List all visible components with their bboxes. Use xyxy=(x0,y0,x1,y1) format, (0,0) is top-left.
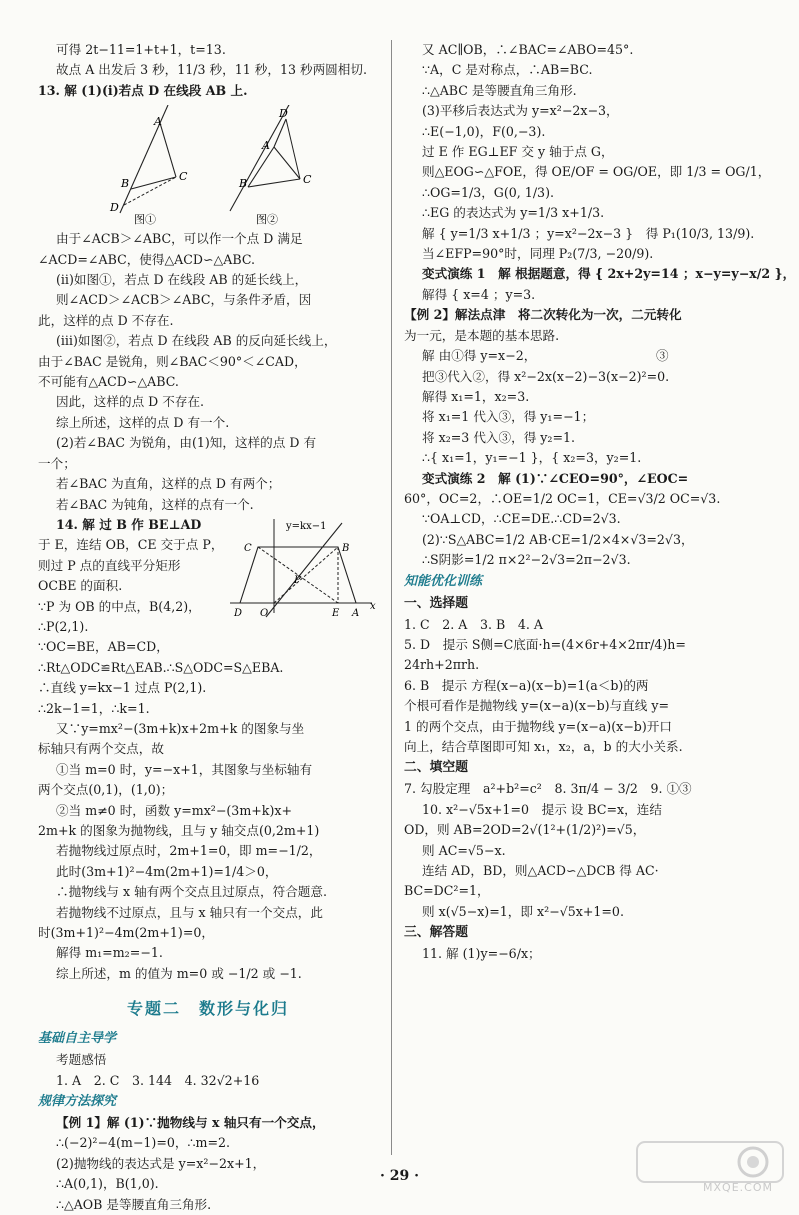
text-line: 连结 AD，BD，则△ACD∽△DCB 得 AC· xyxy=(422,863,659,879)
text-line: BC=DC²=1， xyxy=(404,883,490,899)
left-column xyxy=(38,40,378,1215)
text-line: 1. C 2. A 3. B 4. A xyxy=(404,616,543,632)
text-line: 1 的两个交点，由于抛物线 y=(x−a)(x−b)开口 xyxy=(404,718,672,734)
fig2-label-B: B xyxy=(239,177,248,191)
section-heading: 知能优化训练 xyxy=(404,573,483,589)
text-line: 14. 解 过 B 作 BE⊥AD xyxy=(56,516,202,532)
text-line: 两个交点(0,1)，(1,0)； xyxy=(38,782,174,798)
text-line: ∴EG 的表达式为 y=1/3 x+1/3. xyxy=(422,205,605,221)
watermark-url: MXQE.COM xyxy=(703,1181,773,1194)
text-line: ∴OG=1/3，G(0, 1/3). xyxy=(422,184,554,200)
left-text-block xyxy=(38,40,378,984)
page-number: · 29 · xyxy=(380,1168,419,1184)
text-line: 【例 1】解 (1)∵抛物线与 x 轴只有一个交点， xyxy=(56,1115,325,1131)
column-divider xyxy=(391,40,392,1155)
text-line: OD，则 AB=2OD=2√(1²+(1/2)²)=√5， xyxy=(404,822,646,838)
text-line: 当∠EFP=90°时，同理 P₂(7/3, −20/9). xyxy=(422,246,654,262)
label-P: P xyxy=(294,574,301,586)
fig2-label-A: A xyxy=(262,139,270,153)
fig1-label-A: A xyxy=(154,115,162,129)
text-line: ∴A(0,1)，B(1,0). xyxy=(56,1176,159,1192)
text-line: 为一元，是本题的基本思路. xyxy=(404,327,560,343)
text-line: (2)若∠BAC 为锐角，由(1)知，这样的点 D 有 xyxy=(56,435,317,451)
label-E: E xyxy=(332,607,340,619)
label-B: B xyxy=(342,542,350,554)
right-text-block xyxy=(404,40,796,571)
text-line: 变式演练 1 解 根据题意，得 { 2x+2y=14 ；x−y=y−x/2 }， xyxy=(422,266,796,282)
text-line: 则 x(√5−x)=1，即 x²−√5x+1=0. xyxy=(422,903,624,919)
right-column xyxy=(404,40,796,965)
text-line: 24rh+2πrh. xyxy=(404,657,480,673)
text-line: ∴{ x₁=1，y₁=−1 }，{ x₂=3，y₂=1. xyxy=(422,450,642,466)
text-line: (2)抛物线的表达式是 y=x²−2x+1， xyxy=(56,1155,266,1171)
text-line: 2m+k 的图象为抛物线，且与 y 轴交点(0,2m+1) xyxy=(38,823,320,838)
text-line: 把③代入②，得 x²−2x(x−2)−3(x−2)²=0. xyxy=(422,368,670,384)
subsection-heading: 三、解答题 xyxy=(404,925,468,941)
text-line: ②当 m≠0 时，函数 y=mx²−(3m+k)x+ xyxy=(56,802,293,818)
line-label: y=kx−1 xyxy=(286,520,327,532)
text-line: 若∠BAC 为直角，这样的点 D 有两个； xyxy=(56,476,281,492)
label-x: x xyxy=(370,600,376,612)
text-line: 标轴只有两个交点，故 xyxy=(38,741,164,757)
text-line: 综上所述，m 的值为 m=0 或 −1/2 或 −1. xyxy=(56,965,302,981)
text-line: 故点 A 出发后 3 秒，11/3 秒，11 秒，13 秒两圆相切. xyxy=(56,62,367,78)
text-line: 个根可看作是抛物线 y=(x−a)(x−b)与直线 y= xyxy=(404,698,669,714)
text-line: 于 E，连结 OB，CE 交于点 P， xyxy=(38,537,224,553)
text-line: 又 AC∥OB，∴∠BAC=∠ABO=45°. xyxy=(422,42,634,57)
right-text-block-2 xyxy=(404,571,766,965)
text-line: 解得 m₁=m₂=−1. xyxy=(56,945,163,961)
text-line: 由于∠BAC 是锐角，则∠BAC＜90°＜∠CAD， xyxy=(38,353,307,369)
text-line: 则△EOG∽△FOE，得 OE/OF = OG/OE，即 1/3 = OG/1， xyxy=(422,164,771,180)
fig1-label-D: D xyxy=(110,201,119,215)
text-line: 1. A 2. C 3. 144 4. 32√2+16 xyxy=(56,1072,260,1088)
label-A: A xyxy=(352,607,360,619)
text-line: ∴P(2,1). xyxy=(38,618,89,634)
label-O: O xyxy=(260,607,269,619)
text-line: ∴S阴影=1/2 π×2²−2√3=2π−2√3. xyxy=(422,552,631,568)
text-line: 不可能有△ACD∽△ABC. xyxy=(38,374,179,390)
figure-rectangle xyxy=(230,517,380,623)
text-line: 则过 P 点的直线平分矩形 xyxy=(38,557,181,573)
text-line: 13. 解 (1)(ⅰ)若点 D 在线段 AB 上. xyxy=(38,82,248,98)
label-C: C xyxy=(244,542,252,554)
text-line: 此，这样的点 D 不存在. xyxy=(38,312,174,328)
text-line: 6. B 提示 方程(x−a)(x−b)=1(a＜b)的两 xyxy=(404,677,649,693)
text-line: 向上，结合草图即可知 x₁，x₂，a，b 的大小关系. xyxy=(404,739,683,754)
text-line: 【例 2】解法点津 将二次转化为一次，二元转化 xyxy=(404,307,682,323)
text-line: ∴Rt△ODC≌Rt△EAB.∴S△ODC=S△EBA. xyxy=(38,659,284,675)
text-line: 解 由①得 y=x−2， ③ xyxy=(422,348,669,364)
text-line: ∵P 为 OB 的中点，B(4,2)， xyxy=(38,598,201,614)
text-line: 此时(3m+1)²−4m(2m+1)=1/4＞0， xyxy=(56,863,278,879)
text-line: ∴抛物线与 x 轴有两个交点且过原点，符合题意. xyxy=(56,884,327,900)
text-line: ∴△AOB 是等腰直角三角形. xyxy=(56,1196,212,1212)
text-line: 若∠BAC 为钝角，这样的点有一个. xyxy=(56,496,254,512)
text-line: (2)∵S△ABC=1/2 AB·CE=1/2×4×√3=2√3， xyxy=(422,531,694,547)
text-line: ∵OA⊥CD，∴CE=DE.∴CD=2√3. xyxy=(422,511,621,527)
text-line: 将 x₁=1 代入③，得 y₁=−1； xyxy=(422,409,595,425)
text-line: 综上所述，这样的点 D 有一个. xyxy=(56,414,230,430)
text-line: 由于∠ACB＞∠ABC，可以作一个点 D 满足 xyxy=(56,231,303,247)
text-line: 变式演练 2 解 (1)∵∠CEO=90°，∠EOC= xyxy=(422,470,689,486)
text-line: 5. D 提示 S侧=C底面·h=(4×6r+4×2πr/4)h= xyxy=(404,636,686,652)
section-heading: 基础自主导学 xyxy=(38,1031,117,1047)
figure-triangles xyxy=(38,105,378,225)
text-line: 则 AC=√5−x. xyxy=(422,842,506,858)
text-line: ∴直线 y=kx−1 过点 P(2,1). xyxy=(38,680,207,696)
text-line: 时(3m+1)²−4m(2m+1)=0， xyxy=(38,925,214,941)
text-line: OCBE 的面积. xyxy=(38,578,123,594)
text-line: 7. 勾股定理 a²+b²=c² 8. 3π/4 − 3/2 9. ①③ xyxy=(404,781,692,797)
text-line: 因此，这样的点 D 不存在. xyxy=(56,394,205,410)
text-line: 考题感悟 xyxy=(56,1052,107,1068)
text-line: 60°，OC=2，∴OE=1/2 OC=1，CE=√3/2 OC=√3. xyxy=(404,490,721,506)
text-line: (ⅱ)如图①，若点 D 在线段 AB 的延长线上， xyxy=(56,272,308,288)
text-line: 一个； xyxy=(38,455,76,471)
fig2-label-D: D xyxy=(279,107,288,121)
text-line: 10. x²−√5x+1=0 提示 设 BC=x，连结 xyxy=(422,801,662,817)
text-line: 解得 x₁=1，x₂=3. xyxy=(422,388,530,404)
text-line: ①当 m=0 时，y=−x+1，其图象与坐标轴有 xyxy=(56,761,313,777)
topic-title: 专题二 数形与化归 xyxy=(126,999,289,1019)
text-line: (ⅲ)如图②，若点 D 在线段 AB 的反向延长线上， xyxy=(56,333,337,349)
fig1-label-C: C xyxy=(179,170,188,184)
left-text-block-2 xyxy=(38,1028,378,1215)
fig1-label-B: B xyxy=(121,177,130,191)
text-line: ∴(−2)²−4(m−1)=0，∴m=2. xyxy=(56,1135,231,1151)
text-line: ∵A，C 是对称点，∴AB=BC. xyxy=(422,62,593,78)
text-line: 若抛物线不过原点，且与 x 轴只有一个交点，此 xyxy=(56,904,323,920)
fig2-caption: 图② xyxy=(256,213,278,226)
text-line: 解得 { x=4 ；y=3. xyxy=(422,286,536,302)
text-line: 又∵y=mx²−(3m+k)x+2m+k 的图象与坐 xyxy=(56,720,305,736)
fig1-caption: 图① xyxy=(134,213,156,226)
text-line: 过 E 作 EG⊥EF 交 y 轴于点 G， xyxy=(422,144,614,160)
text-line: 若抛物线过原点时，2m+1=0，即 m=−1/2， xyxy=(56,843,322,859)
triangle-diagram xyxy=(38,105,378,225)
label-D: D xyxy=(234,607,243,619)
text-line: 解 { y=1/3 x+1/3 ；y=x²−2x−3 } 得 P₁(10/3, 13/9). xyxy=(422,225,755,241)
text-line: 则∠ACD＞∠ACB＞∠ABC，与条件矛盾，因 xyxy=(56,292,312,308)
text-line: ∴2k−1=1，∴k=1. xyxy=(38,700,150,716)
text-line: 11. 解 (1)y=−6/x； xyxy=(422,946,541,962)
trapezoid-diagram xyxy=(230,517,380,623)
subsection-heading: 二、填空题 xyxy=(404,760,468,776)
section-heading: 规律方法探究 xyxy=(38,1094,117,1110)
text-line: 将 x₂=3 代入③，得 y₂=1. xyxy=(422,429,576,445)
text-line: ∴△ABC 是等腰直角三角形. xyxy=(422,82,577,98)
subsection-heading: 一、选择题 xyxy=(404,595,468,611)
text-line: 可得 2t−11=1+t+1，t=13. xyxy=(56,42,226,57)
text-line: ∵OC=BE，AB=CD， xyxy=(38,639,169,655)
fig2-label-C: C xyxy=(303,173,312,187)
text-line: ∴E(−1,0)，F(0,−3). xyxy=(422,123,546,139)
text-line: (3)平移后表达式为 y=x²−2x−3， xyxy=(422,103,619,119)
text-line: ∠ACD=∠ABC，使得△ACD∽△ABC. xyxy=(38,251,256,267)
